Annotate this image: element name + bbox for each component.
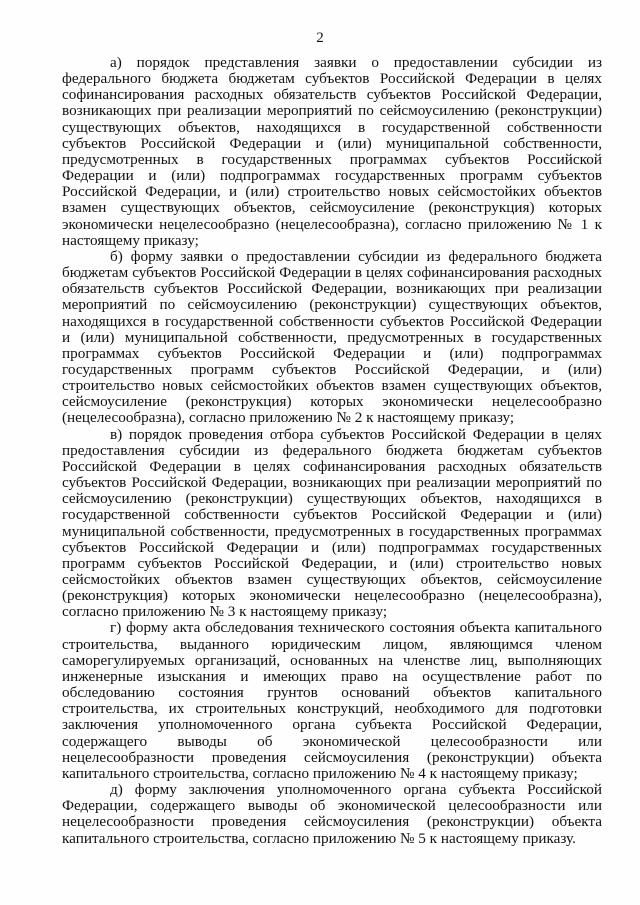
document-body: [62, 55, 602, 847]
paragraph-d: д) форму заключения уполномоченного органа субъекта Российской Федерации, содержащего выводы об экономической целесообразности или нецелесообразности проведения сейсмоусиления (реконструкции) объекта капитального строительства, согласно приложению № 5 к настоящему приказу.: [62, 781, 602, 847]
paragraph-a: а) порядок представления заявки о предоставлении субсидии из федерального бюджета бюджетам субъектов Российской Федерации в целях софинансирования расходных обязательств субъектов Российской Федерации, возникающих при реализации мероприятий по сейсмоусилению (реконструкции) существующих объектов, находящихся в государственной собственности субъектов Российской Федерации и (или) муниципальной собственности, предусмотренных в государственных программах субъектов Российской Федерации и (или) подпрограммах государственных программ субъектов Российской Федерации, и (или) строительство новых сейсмостойких объектов взамен существующих объектов, сейсмоусиление (реконструкция) которых экономически нецелесообразно (нецелесообразна), согласно приложению № 1 к настоящему приказу;: [62, 54, 602, 249]
paragraph-v: в) порядок проведения отбора субъектов Российской Федерации в целях предоставления субсидии из федерального бюджета бюджетам субъектов Российской Федерации в целях софинансирования расходных обязательств субъектов Российской Федерации, возникающих при реализации мероприятий по сейсмоусилению (реконструкции) существующих объектов, находящихся в государственной собственности субъектов Российской Федерации и (или) муниципальной собственности, предусмотренных в государственных программах субъектов Российской Федерации и (или) подпрограммах государственных программ субъектов Российской Федерации, и (или) строительство новых сейсмостойких объектов взамен существующих объектов, сейсмоусиление (реконструкция) которых экономически нецелесообразно (нецелесообразна), согласно приложению № 3 к настоящему приказу;: [62, 425, 602, 621]
paragraph-g: г) форму акта обследования технического состояния объекта капитального строительства, выданного юридическим лицом, являющимся членом саморегулируемых организаций, основанных на членстве лиц, выполняющих инженерные изыскания и имеющих право на осуществление работ по обследованию состояния грунтов оснований объектов капитального строительства, их строительных конструкций, необходимого для подготовки заключения уполномоченного органа субъекта Российской Федерации, содержащего выводы об экономической целесообразности или нецелесообразности проведения сейсмоусиления (реконструкции) объекта капитального строительства, согласно приложению № 4 к настоящему приказу;: [62, 619, 602, 782]
page-number: 2: [316, 30, 324, 46]
paragraph-b: б) форму заявки о предоставлении субсидии из федерального бюджета бюджетам субъектов Российской Федерации в целях софинансирования расходных обязательств субъектов Российской Федерации, возникающих при реализации мероприятий по сейсмоусилению (реконструкции) существующих объектов, находящихся в государственной собственности субъектов Российской Федерации и (или) муниципальной собственности, предусмотренных в государственных программах субъектов Российской Федерации и (или) подпрограммах государственных программ субъектов Российской Федерации, и (или) строительство новых сейсмостойких объектов взамен существующих объектов, сейсмоусиление (реконструкция) которых экономически нецелесообразно (нецелесообразна), согласно приложению № 2 к настоящему приказу;: [62, 247, 602, 427]
